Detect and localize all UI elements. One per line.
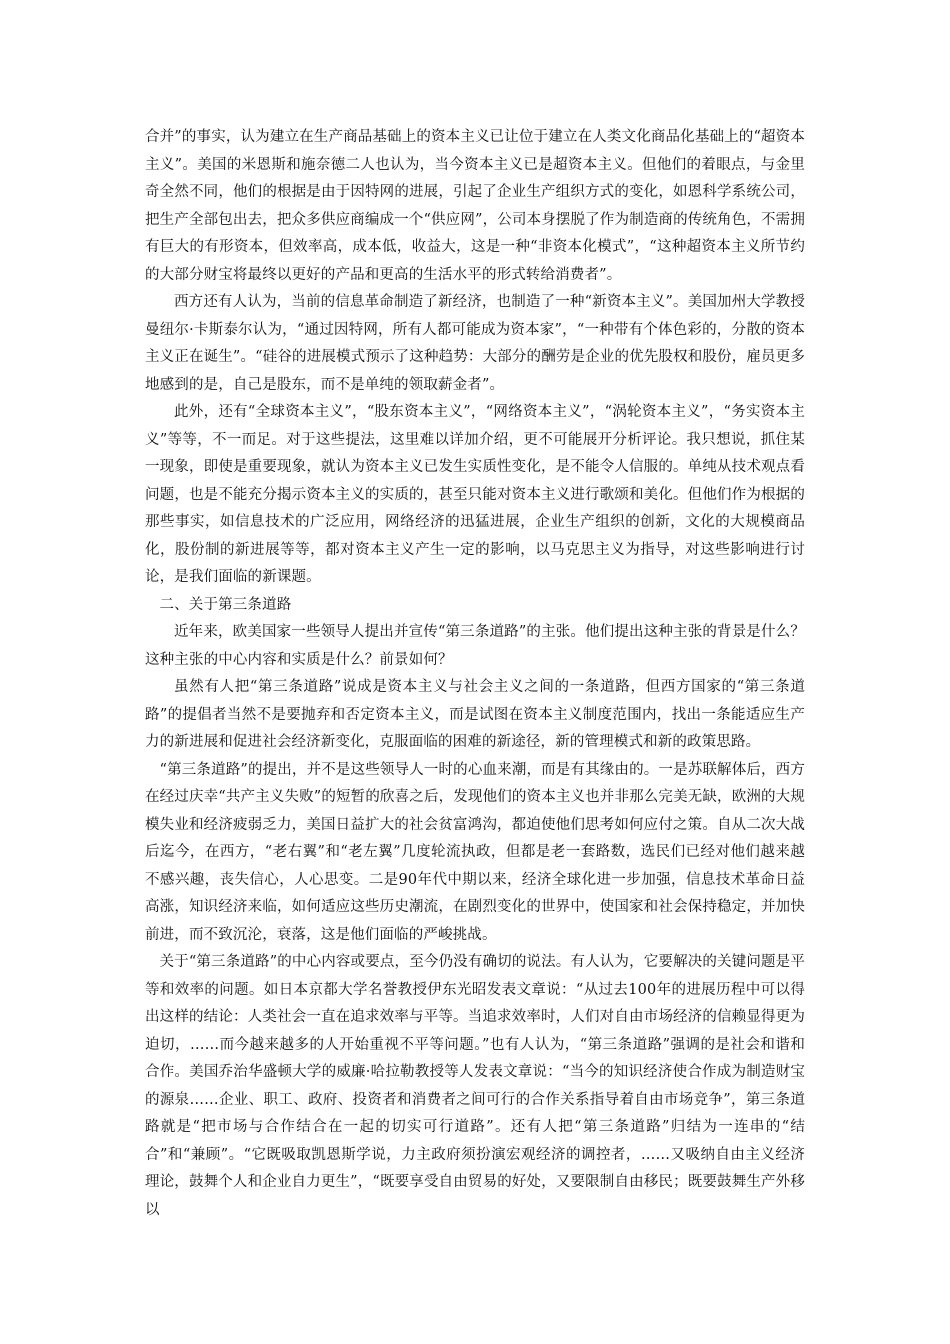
section-heading-third-way: 二、关于第三条道路 [159, 596, 292, 613]
paragraph-other-capitalisms: 此外，还有“全球资本主义”，“股东资本主义”，“网络资本主义”，“涡轮资本主义”，“务实资本主义”等等，不一而足。对于这些提法，这里难以详加介绍，更不可能展开分析评论。我只想说，抓住某一现象，即使是重要现象，就认为资本主义已发生实质性变化，是不能令人信服的。单纯从技术观点看问题，也是不能充分揭示资本主义的实质的，甚至只能对资本主义进行歌颂和美化。但他们作为根据的那些事实，如信息技术的广泛应用，网络经济的迅猛进展，企业生产组织的创新，文化的大规模商品化，股份制的新进展等等，都对资本主义产生一定的影响，以马克思主义为指导，对这些影响进行讨论，是我们面临的新课题。 [145, 404, 805, 585]
paragraph-third-way-content: 关于“第三条道路”的中心内容或要点，至今仍没有确切的说法。有人认为，它要解决的关键问题是平等和效率的问题。如日本京都大学名誉教授伊东光昭发表文章说：“从过去100年的进展历程中可以得出这样的结论：人类社会一直在追求效率与平等。当追求效率时，人们对自由市场经济的信赖显得更为迫切，……而今越来越多的人开始重视不平等问题。”也有人认为，“第三条道路”强调的是社会和谐和合作。美国乔治华盛顿大学的威廉·哈拉勒教授等人发表文章说：“当今的知识经济使合作成为制造财宝的源泉……企业、职工、政府、投资者和消费者之间可行的合作关系指导着自由市场竞争”，第三条道路就是“把市场与合作结合在一起的切实可行道路”。还有人把“第三条道路”归结为一连串的“结合”和“兼顾”。“它既吸取凯恩斯学说，力主政府须扮演宏观经济的调控者，……又吸纳自由主义经济理论，鼓舞个人和企业自力更生”，“既要享受自由贸易的好处，又要限制自由移民；既要鼓舞生产外移以 [145, 954, 805, 1218]
paragraph-continued: 合并”的事实，认为建立在生产商品基础上的资本主义已让位于建立在人类文化商品化基础上的“超资本主义”。美国的米恩斯和施奈德二人也认为，当今资本主义已是超资本主义。但他们的着眼点，与金里奇全然不同，他们的根据是由于因特网的进展，引起了企业生产组织方式的变化，如恩科学系统公司，把生产全部包出去，把众多供应商编成一个“供应网”，公司本身摆脱了作为制造商的传统角色，不需拥有巨大的有形资本，但效率高，成本低，收益大，这是一种“非资本化模式”，“这种超资本主义所节约的大部分财宝将最终以更好的产品和更高的生活水平的形式转给消费者”。 [145, 129, 805, 283]
paragraph-third-way-origin: “第三条道路”的提出，并不是这些领导人一时的心血来潮，而是有其缘由的。一是苏联解体后，西方在经过庆幸“共产主义失败”的短暂的欣喜之后，发现他们的资本主义也并非那么完美无缺，欧洲的大规模失业和经济疲弱乏力，美国日益扩大的社会贫富鸿沟，都迫使他们思考如何应付之策。自从二次大战后迄今，在西方，“老右翼”和“老左翼”几度轮流执政，但都是老一套路数，选民们已经对他们越来越不感兴趣，丧失信心，人心思变。二是90年代中期以来，经济全球化进一步加强，信息技术革命日益高涨，知识经济来临，如何适应这些历史潮流，在剧烈变化的世界中，使国家和社会保持稳定，并加快前进，而不致沉沦，衰落，这是他们面临的严峻挑战。 [145, 761, 805, 943]
paragraph-new-capitalism: 西方还有人认为，当前的信息革命制造了新经济，也制造了一种“新资本主义”。美国加州大学教授曼纽尔·卡斯泰尔认为，“通过因特网，所有人都可能成为资本家”，“一种带有个体色彩的，分散的资本主义正在诞生”。“硅谷的进展模式预示了这种趋势：大部分的酬劳是企业的优先股权和股份，雇员更多地感到的是，自己是股东，而不是单纯的领取薪金者”。 [145, 294, 805, 393]
paragraph-third-way-intro: 近年来，欧美国家一些领导人提出并宣传“第三条道路”的主张。他们提出这种主张的背景是什么？这种主张的中心内容和实质是什么？前景如何？ [145, 624, 805, 668]
document-page [145, 124, 805, 1224]
paragraph-third-way-nature: 虽然有人把“第三条道路”说成是资本主义与社会主义之间的一条道路，但西方国家的“第三条道路”的提倡者当然不是要抛弃和否定资本主义，而是试图在资本主义制度范围内，找出一条能适应生产力的新进展和促进社会经济新变化，克服面临的困难的新途径，新的管理模式和新的政策思路。 [145, 679, 805, 750]
